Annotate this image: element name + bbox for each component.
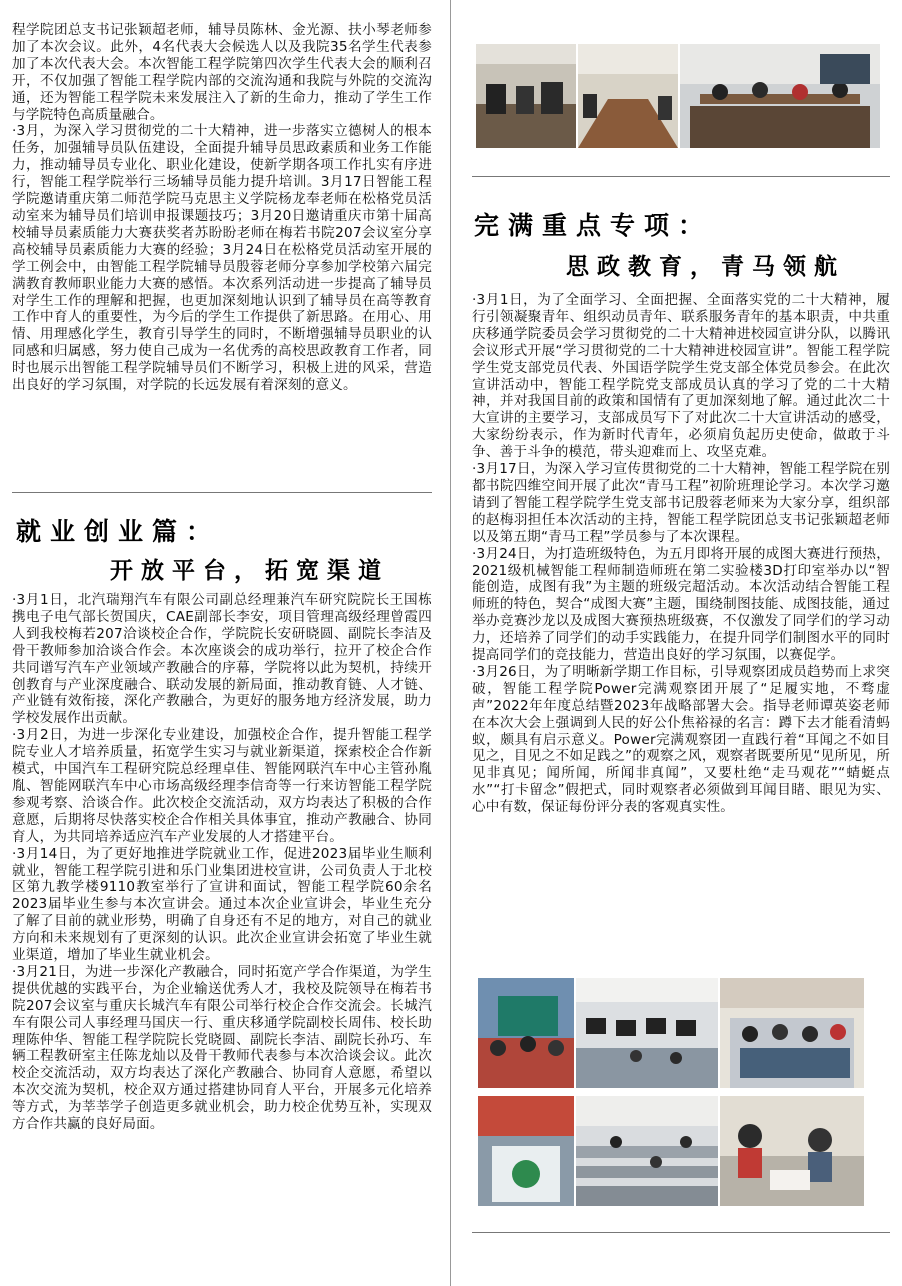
employment-section-body	[12, 592, 432, 1133]
section-subtitle-employment: 开放平台，拓宽渠道	[110, 558, 389, 584]
section-divider	[472, 1232, 890, 1233]
paragraph: ·3月，为深入学习贯彻党的二十大精神，进一步落实立德树人的根本任务，加强辅导员队伍建设，全面提升辅导员思政素质和业务工作能力，推动辅导员专业化、职业化建设，使新学期各项工作扎实有序进行，智能工程学院举行三场辅导员能力提升培训。3月17日智能工程学院邀请重庆第二师范学院马克思主义学院杨龙奉老师在松格党员活动室来为辅导员们培训申报课题技巧；3月20日邀请重庆市第十届高校辅导员素质能力大赛获奖者苏盼盼老师在梅若书院207会议室分享高校辅导员素质能力大赛的经验；3月24日在松格党员活动室开展的学工例会中，由智能工程学院辅导员殷蓉老师分享参加学校第六届完满教育教师职业能力大赛的感悟。本次系列活动进一步提高了辅导员对学生工作的理解和把握，也更加深刻地认识到了辅导员在高等教育工作中育人的重要性，为今后的学生工作提供了新思路。在用心、用情、用理感化学生，教育引导学生的同时，不断增强辅导员职业的认同感和归属感，努力使自己成为一名优秀的高校思政教育工作者，同时也展示出智能工程学院辅导员们不断学习，积极上进的风采，营造出良好的学习氛围，对学院的长远发展有着深刻的意义。	[12, 123, 432, 394]
meeting-room-photo	[476, 44, 576, 148]
award-ceremony-photo	[720, 978, 864, 1088]
paragraph: 程学院团总支书记张颖超老师，辅导员陈林、金光源、扶小琴老师参加了本次会议。此外，4名代表大会候选人以及我院35名学生代表参加了本次代表大会。本次智能工程学院第四次学生代表大会的顺利召开，不仅加强了智能工程学院内部的交流沟通和我院与外院的交流沟通，还为智能工程学院未来发展注入了新的生命力，推动了学生工作与学院特色高质量融合。	[12, 22, 432, 123]
section-title-ideology: 完满重点专项：	[474, 211, 713, 240]
computer-lab-photo	[576, 978, 718, 1088]
section-title-employment: 就业创业篇：	[16, 517, 221, 546]
column-divider	[450, 0, 451, 1286]
banner-group-photo	[478, 978, 574, 1088]
section-subtitle-ideology: 思政教育，青马领航	[566, 254, 845, 280]
paragraph: ·3月1日，北汽瑞翔汽车有限公司副总经理兼汽车研究院院长王国栋携电子电气部长贺国庆，CAE副部长李安，项目管理高级经理曾霞四人到我校梅若207洽谈校企合作，学院院长安研晓圆、副院长李洁及骨干教师参加洽谈合作会。本次座谈会的成功举行，拉开了校企合作共同谱写汽车产业领域产教融合的序幕，学院将以此为契机，持续开创教育与产业深度融合、联动发展的新局面，推动教育链、人才链、产业链有效衔接，深化产教融合，为更好的服务地方经济发展，助力学校发展作出贡献。	[12, 592, 432, 727]
paragraph: ·3月21日，为进一步深化产教融合，同时拓宽产学合作渠道，为学生提供优越的实践平台，为企业输送优秀人才，我校及院领导在梅若书院207会议室与重庆长城汽车有限公司举行校企合作交流会。长城汽车有限公司人事经理马国庆一行、重庆移通学院副校长周伟、校长助理陈仲华、智能工程学院院长党晓圆、副院长李洁、副院长孙巧、车辆工程教研室主任陈龙灿以及骨干教师代表参与本次洽谈会议。此次校企交流活动，双方均表达了深化产教融合、协同育人意愿，希望以本次交流为契机，校企双方通过搭建协同育人平台，开展多元化培养等方式，为莘莘学子创造更多就业机会，助力校企优势互补，实现双方合作共赢的良好局面。	[12, 963, 432, 1133]
classroom-photo	[680, 44, 880, 148]
paragraph: ·3月1日，为了全面学习、全面把握、全面落实党的二十大精神，履行引领凝聚青年、组织动员青年、联系服务青年的基本职责，中共重庆移通学院委员会学习贯彻党的二十大精神进校园宣讲分队，以腾讯会议形式开展“学习贯彻党的二十大精神进校园宣讲”。智能工程学院学生党支部党员代表、外国语学院学生党支部全体党员参会。在此次宣讲活动中，智能工程学院党支部成员认真的学习了党的二十大精神，并对我国目前的政策和国情有了更加深刻地了解。通过此次二十大宣讲的主要学习，支部成员写下了对此次二十大宣讲活动的感受，大家纷纷表示，作为新时代青年，必须肩负起历史使命，做敢于斗争、善于斗争的模范，带头迎难而上、攻坚克难。	[472, 292, 890, 461]
workshop-photo	[720, 1096, 864, 1206]
section-divider	[472, 176, 890, 177]
group-flag-photo	[478, 1096, 574, 1206]
paragraph: ·3月17日，为深入学习宣传贯彻党的二十大精神，智能工程学院在别都书院四维空间开展了此次“青马工程”初阶班理论学习。本次学习邀请到了智能工程学院学生党支部书记殷蓉老师来为大家分享，组织部的赵梅羽担任本次活动的主持，智能工程学院团总支书记张颖超老师以及第五期“青马工程”学员参与了本次课程。	[472, 461, 890, 545]
conference-table-photo	[578, 44, 678, 148]
paragraph: ·3月24日，为打造班级特色，为五月即将开展的成图大赛进行预热，2021级机械智能工程师制造师班在第二实验楼3D打印室举办以“智能创造，成图有我”为主题的班级完超活动。本次活动结合智能工程师班的特色，契合“成图大赛”主题，围绕制图技能、成图技能，通过举办竞赛沙龙以及成图大赛预热班级赛，不仅激发了同学们的学习动力，还培养了同学们的动手实践能力，在提升同学们制图水平的同时提高同学们的竞技能力，营造出良好的学习氛围，以赛促学。	[472, 545, 890, 664]
lecture-hall-photo	[576, 1096, 718, 1206]
ideology-section-body	[472, 292, 890, 816]
paragraph: ·3月14日，为了更好地推进学院就业工作，促进2023届毕业生顺利就业，智能工程学院引进和乐门业集团进校宣讲，公司负责人于北校区第九教学楼9110教室举行了宣讲和面试，智能工程学院60余名2023届毕业生参与本次宣讲会。通过本次企业宣讲会，毕业生充分了解了目前的就业形势，明确了自身还有不足的地方，对自己的就业方向和未来规划有了更深刻的认识。此次企业宣讲会拓宽了毕业生就业渠道，增加了毕业生就业机会。	[12, 845, 432, 964]
left-column	[12, 22, 432, 394]
paragraph: ·3月2日，为进一步深化专业建设，加强校企合作，提升智能工程学院专业人才培养质量，拓宽学生实习与就业新渠道，探索校企合作新模式，中国汽车工程研究院总经理卓佳、智能网联汽车中心主管孙胤胤、智能网联汽车中心市场高级经理李信奇等一行来访智能工程学院参观考察、洽谈合作。此次校企交流活动，双方均表达了积极的合作意愿，后期将尽快落实校企合作相关具体事宜，推动产教融合、协同育人，为共同培养适应汽车产业发展的人才搭建平台。	[12, 727, 432, 845]
paragraph: ·3月26日，为了明晰新学期工作目标，引导观察团成员趋势而上求突破，智能工程学院Power完满观察团开展了“足履实地，不骛虚声”2022年年度总结暨2023年战略部署大会。指导老师谭英姿老师在本次大会上强调到人民的好公仆焦裕禄的名言：蹲下去才能看清蚂蚁，颇具有启示意义。Power完满观察团一直践行着“耳闻之不如目见之，目见之不如足践之”的观察之风，观察者既要所见“见所见，所见非真见；闻所闻，所闻非真闻”，又要杜绝“走马观花”“蜻蜓点水”“打卡留念”假把式，同时观察者必须做到耳闻目睹、眼见为实、心中有数，保证每份评分表的客观真实性。	[472, 663, 890, 816]
section-divider	[12, 492, 432, 493]
